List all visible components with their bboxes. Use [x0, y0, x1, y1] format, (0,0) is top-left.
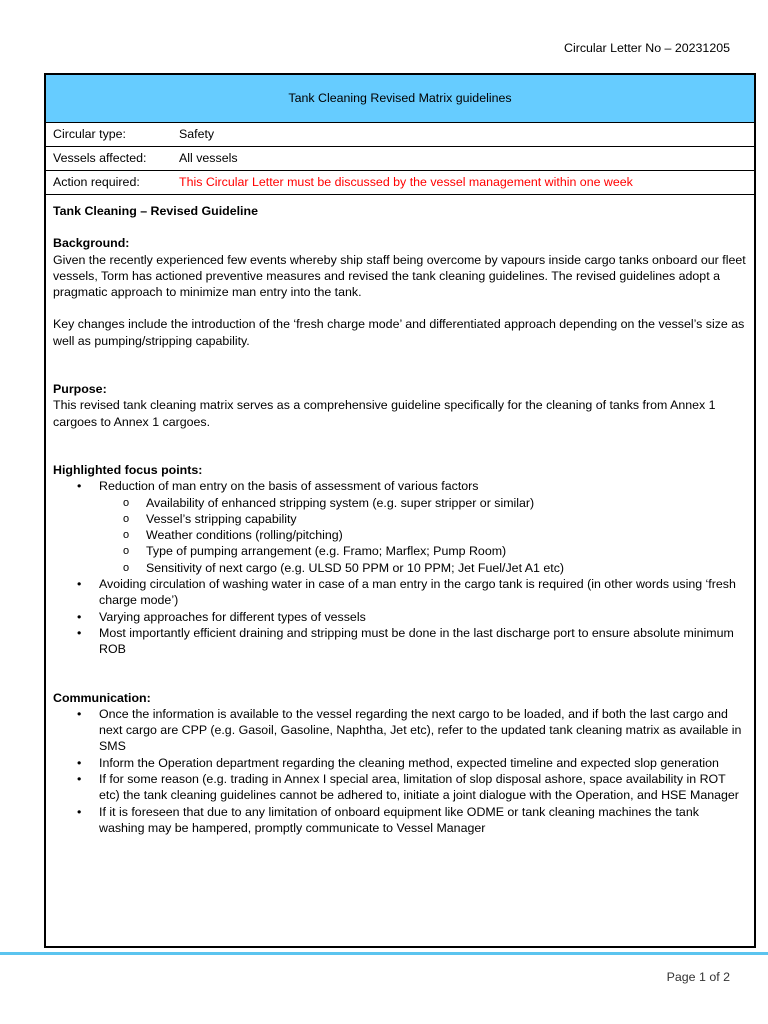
footer-divider [0, 952, 768, 955]
purpose-heading: Purpose: [53, 382, 107, 397]
list-item [99, 478, 747, 576]
meta-row-circular-type [46, 123, 754, 147]
meta-value: All vessels [179, 151, 238, 166]
list-item: o Availability of enhanced stripping system (e.g. super stripper or similar) [146, 495, 747, 511]
title-bar [46, 75, 754, 123]
purpose-paragraph: This revised tank cleaning matrix serves as a comprehensive guideline specifically for the cleaning of tanks from Annex 1 cargoes to Annex 1 cargoes. [53, 398, 716, 429]
meta-label: Vessels affected: [53, 151, 147, 166]
meta-label: Circular type: [53, 127, 126, 142]
background-paragraph-1: Given the recently experienced few events whereby ship staff being overcome by vapours inside cargo tanks onboard our fleet vessels, Torm has actioned preventive measures and revised the tank cleaning guidelines. The revised guidelines adopt a pragmatic approach to minimize man entry into the tank. [53, 252, 746, 300]
list-item: • Avoiding circulation of washing water in case of a man entry in the cargo tank is required (in other words using ‘fresh charge mode’) [99, 576, 747, 609]
background-heading: Background: [53, 236, 130, 251]
communication-heading: Communication: [53, 690, 151, 705]
meta-label: Action required: [53, 175, 140, 190]
list-item: o Sensitivity of next cargo (e.g. ULSD 50 PPM or 10 PPM; Jet Fuel/Jet A1 etc) [146, 560, 747, 576]
list-item: o Weather conditions (rolling/pitching) [146, 527, 747, 543]
page-number: Page 1 of 2 [666, 970, 730, 984]
meta-value: Safety [179, 127, 215, 142]
list-item: • Varying approaches for different types of vessels [99, 609, 747, 625]
circular-ref: Circular Letter No – 20231205 [564, 41, 730, 55]
action-required-text: This Circular Letter must be discussed by the vessel management within one week [179, 175, 633, 190]
list-item: • Once the information is available to the vessel regarding the next cargo to be loaded, and if both the last cargo and next cargo are CPP (e.g. Gasoil, Gasoline, Naphtha, Jet etc), refer to the updated tank cleaning matrix as available in SMS [99, 706, 747, 755]
document-title: Tank Cleaning Revised Matrix guidelines [288, 91, 512, 106]
list-item: o Vessel’s stripping capability [146, 511, 747, 527]
list-item: • Inform the Operation department regarding the cleaning method, expected timeline and expected slop generation [99, 755, 747, 771]
list-item: o Type of pumping arrangement (e.g. Framo; Marflex; Pump Room) [146, 543, 747, 559]
meta-row-vessels-affected [46, 147, 754, 171]
circular-table [44, 73, 756, 948]
list-item: • Most importantly efficient draining and stripping must be done in the last discharge port to ensure absolute minimum ROB [99, 625, 747, 658]
background-paragraph-2: Key changes include the introduction of the ‘fresh charge mode’ and differentiated approach depending on the vessel’s size as well as pumping/stripping capability. [53, 317, 745, 348]
section-heading: Tank Cleaning – Revised Guideline [53, 204, 258, 218]
focus-heading: Highlighted focus points: [53, 462, 203, 477]
meta-row-action-required [46, 171, 754, 195]
list-item: • If it is foreseen that due to any limitation of onboard equipment like ODME or tank cleaning machines the tank washing may be hampered, promptly communicate to Vessel Manager [99, 804, 747, 837]
focus-item-text: Reduction of man entry on the basis of assessment of various factors [99, 479, 479, 494]
focus-sub-list [99, 495, 747, 576]
focus-list [53, 478, 747, 657]
list-item: • If for some reason (e.g. trading in Annex I special area, limitation of slop disposal ashore, space availability in ROT etc) the tank cleaning guidelines cannot be adhered to, initiate a joint dialogue with the Operation, and HSE Manager [99, 771, 747, 804]
body-content [46, 195, 754, 836]
communication-list [53, 706, 747, 836]
